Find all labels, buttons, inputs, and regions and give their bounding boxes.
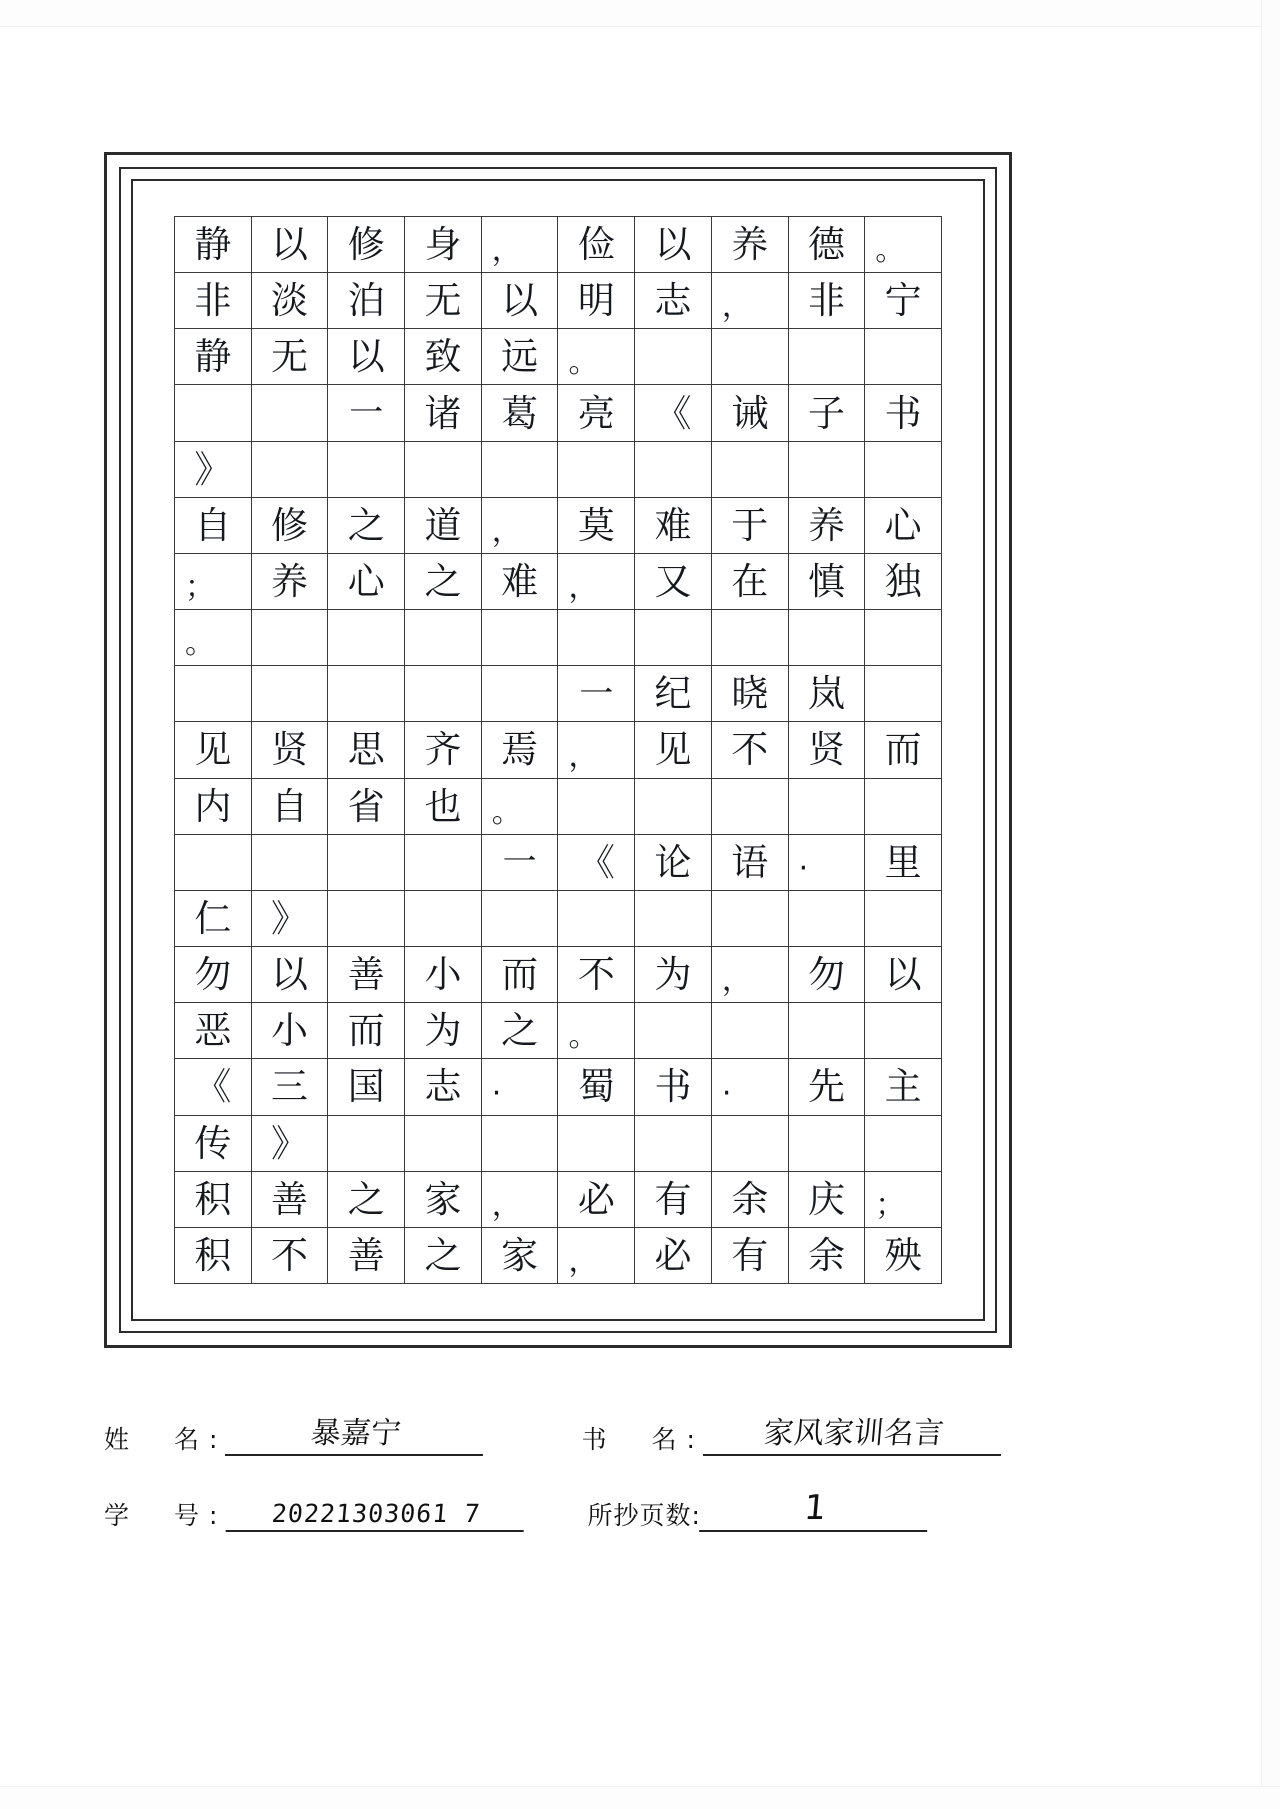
grid-cell-filled: 一 — [558, 666, 635, 722]
grid-cell-filled: 静 — [175, 329, 252, 385]
grid-cell-empty — [175, 666, 252, 722]
grid-cell-filled: 善 — [328, 947, 405, 1003]
grid-cell-filled: 不 — [252, 1228, 329, 1284]
grid-cell-filled: 余 — [712, 1172, 789, 1228]
grid-cell-empty — [252, 385, 329, 441]
grid-cell-filled: · — [789, 835, 866, 891]
grid-cell-filled: 非 — [789, 273, 866, 329]
grid-cell-filled: 诫 — [712, 385, 789, 441]
grid-cell-filled: 书 — [865, 385, 942, 441]
grid-cell-filled: 余 — [789, 1228, 866, 1284]
grid-cell-empty — [712, 891, 789, 947]
grid-cell-filled: 一 — [328, 385, 405, 441]
grid-cell-filled: 自 — [252, 779, 329, 835]
grid-cell-filled: ， — [482, 498, 559, 554]
grid-cell-empty — [405, 835, 482, 891]
grid-cell-filled: 心 — [328, 554, 405, 610]
grid-cell-filled: 《 — [635, 385, 712, 441]
grid-cell-filled: 思 — [328, 722, 405, 778]
grid-cell-empty — [789, 1003, 866, 1059]
grid-cell-filled: 焉 — [482, 722, 559, 778]
grid-cell-empty — [865, 891, 942, 947]
grid-cell-filled: ， — [482, 1172, 559, 1228]
grid-cell-filled: 养 — [789, 498, 866, 554]
grid-cell-filled: 善 — [252, 1172, 329, 1228]
grid-cell-filled: ， — [558, 722, 635, 778]
grid-cell-filled: 宁 — [865, 273, 942, 329]
grid-cell-filled: 齐 — [405, 722, 482, 778]
grid-cell-filled: 慎 — [789, 554, 866, 610]
grid-cell-empty — [712, 610, 789, 666]
grid-cell-filled: 晓 — [712, 666, 789, 722]
grid-cell-filled: 岚 — [789, 666, 866, 722]
grid-cell-filled: 之 — [328, 1172, 405, 1228]
grid-cell-empty — [635, 1116, 712, 1172]
grid-cell-empty — [482, 666, 559, 722]
grid-cell-filled: 以 — [635, 217, 712, 273]
grid-cell-filled: 贤 — [252, 722, 329, 778]
grid-cell-filled: 修 — [252, 498, 329, 554]
grid-cell-filled: 非 — [175, 273, 252, 329]
grid-cell-empty — [865, 329, 942, 385]
grid-cell-filled: 家 — [405, 1172, 482, 1228]
grid-cell-filled: · — [712, 1059, 789, 1115]
grid-cell-empty — [635, 442, 712, 498]
student-id-value[interactable]: 20221303061 7 — [226, 1499, 527, 1532]
form-row-name — [104, 1392, 1012, 1456]
grid-cell-filled: 有 — [712, 1228, 789, 1284]
grid-cell-empty — [405, 666, 482, 722]
grid-cell-empty — [252, 835, 329, 891]
grid-cell-filled: 三 — [252, 1059, 329, 1115]
grid-cell-empty — [328, 610, 405, 666]
grid-cell-empty — [558, 779, 635, 835]
grid-cell-empty — [558, 1116, 635, 1172]
grid-cell-empty — [635, 329, 712, 385]
grid-cell-filled: 以 — [482, 273, 559, 329]
grid-cell-filled: 见 — [635, 722, 712, 778]
grid-cell-filled: 也 — [405, 779, 482, 835]
grid-cell-filled: 积 — [175, 1228, 252, 1284]
grid-cell-empty — [635, 1003, 712, 1059]
grid-cell-filled: 为 — [405, 1003, 482, 1059]
grid-cell-filled: 》 — [252, 891, 329, 947]
grid-cell-empty — [712, 779, 789, 835]
grid-cell-filled: 难 — [482, 554, 559, 610]
grid-cell-filled: ， — [712, 273, 789, 329]
grid-cell-filled: 仁 — [175, 891, 252, 947]
grid-cell-empty — [865, 442, 942, 498]
grid-cell-filled: 贤 — [789, 722, 866, 778]
grid-cell-empty — [482, 891, 559, 947]
book-value[interactable]: 家风家训名言 — [703, 1408, 1005, 1456]
grid-cell-filled: 。 — [558, 329, 635, 385]
grid-cell-empty — [635, 891, 712, 947]
grid-cell-filled: 德 — [789, 217, 866, 273]
grid-cell-empty — [482, 442, 559, 498]
grid-cell-filled: 身 — [405, 217, 482, 273]
grid-cell-empty — [328, 442, 405, 498]
grid-cell-filled: 俭 — [558, 217, 635, 273]
grid-cell-empty — [328, 1116, 405, 1172]
name-value[interactable]: 暴嘉宁 — [225, 1408, 487, 1456]
grid-cell-empty — [635, 610, 712, 666]
grid-cell-filled: 语 — [712, 835, 789, 891]
grid-cell-filled: 志 — [635, 273, 712, 329]
grid-cell-empty — [175, 385, 252, 441]
grid-cell-filled: 以 — [328, 329, 405, 385]
grid-cell-filled: ， — [482, 217, 559, 273]
grid-cell-filled: 小 — [405, 947, 482, 1003]
grid-cell-filled: 纪 — [635, 666, 712, 722]
grid-cell-empty — [865, 610, 942, 666]
grid-cell-filled: 又 — [635, 554, 712, 610]
grid-cell-filled: 为 — [635, 947, 712, 1003]
grid-cell-empty — [789, 1116, 866, 1172]
grid-cell-filled: 传 — [175, 1116, 252, 1172]
grid-cell-filled: 家 — [482, 1228, 559, 1284]
grid-cell-filled: ， — [712, 947, 789, 1003]
grid-cell-filled: 明 — [558, 273, 635, 329]
form-row-student-id — [104, 1468, 1012, 1532]
grid-cell-filled: 恶 — [175, 1003, 252, 1059]
grid-cell-filled: 《 — [558, 835, 635, 891]
grid-cell-filled: 莫 — [558, 498, 635, 554]
grid-cell-filled: 自 — [175, 498, 252, 554]
grid-cell-empty — [789, 779, 866, 835]
grid-cell-empty — [405, 1116, 482, 1172]
grid-cell-filled: 不 — [558, 947, 635, 1003]
grid-cell-empty — [328, 666, 405, 722]
grid-cell-filled: 难 — [635, 498, 712, 554]
grid-cell-empty — [405, 442, 482, 498]
book-label: 书 名: — [581, 1425, 705, 1454]
name-label: 姓 名: — [104, 1425, 228, 1454]
grid-cell-filled: 而 — [328, 1003, 405, 1059]
grid-cell-filled: 内 — [175, 779, 252, 835]
grid-cell-filled: 见 — [175, 722, 252, 778]
grid-cell-filled: 诸 — [405, 385, 482, 441]
grid-cell-empty — [712, 442, 789, 498]
grid-cell-filled: 》 — [252, 1116, 329, 1172]
grid-cell-filled: 淡 — [252, 273, 329, 329]
grid-cell-empty — [789, 442, 866, 498]
grid-cell-filled: ， — [558, 554, 635, 610]
grid-cell-filled: 一 — [482, 835, 559, 891]
grid-cell-filled: 养 — [252, 554, 329, 610]
grid-cell-filled: 殃 — [865, 1228, 942, 1284]
grid-cell-empty — [558, 891, 635, 947]
grid-cell-filled: 亮 — [558, 385, 635, 441]
grid-cell-filled: 勿 — [175, 947, 252, 1003]
grid-cell-filled: 勿 — [789, 947, 866, 1003]
grid-cell-empty — [635, 779, 712, 835]
grid-cell-empty — [405, 891, 482, 947]
grid-cell-filled: 以 — [252, 947, 329, 1003]
grid-cell-filled: 先 — [789, 1059, 866, 1115]
grid-cell-filled: 论 — [635, 835, 712, 891]
grid-cell-empty — [865, 1116, 942, 1172]
grid-cell-filled: 。 — [865, 217, 942, 273]
grid-cell-filled: 有 — [635, 1172, 712, 1228]
grid-cell-empty — [328, 891, 405, 947]
grid-cell-filled: 以 — [252, 217, 329, 273]
writing-grid — [174, 216, 942, 1284]
grid-cell-filled: 。 — [482, 779, 559, 835]
grid-cell-filled: 静 — [175, 217, 252, 273]
grid-cell-empty — [558, 442, 635, 498]
grid-cell-filled: 心 — [865, 498, 942, 554]
grid-cell-filled: 而 — [865, 722, 942, 778]
grid-cell-filled: 国 — [328, 1059, 405, 1115]
grid-cell-filled: 以 — [865, 947, 942, 1003]
grid-cell-filled: 而 — [482, 947, 559, 1003]
grid-cell-empty — [558, 610, 635, 666]
grid-cell-filled: 致 — [405, 329, 482, 385]
grid-cell-filled: 无 — [252, 329, 329, 385]
grid-cell-filled: 积 — [175, 1172, 252, 1228]
grid-cell-filled: 之 — [405, 554, 482, 610]
grid-cell-filled: 之 — [328, 498, 405, 554]
grid-cell-filled: 无 — [405, 273, 482, 329]
grid-cell-filled: 子 — [789, 385, 866, 441]
grid-cell-filled: 不 — [712, 722, 789, 778]
grid-cell-filled: ； — [865, 1172, 942, 1228]
grid-cell-empty — [405, 610, 482, 666]
grid-cell-empty — [175, 835, 252, 891]
grid-cell-filled: 葛 — [482, 385, 559, 441]
grid-cell-empty — [789, 610, 866, 666]
grid-cell-filled: 《 — [175, 1059, 252, 1115]
grid-cell-empty — [865, 779, 942, 835]
grid-cell-filled: 》 — [175, 442, 252, 498]
grid-cell-empty — [482, 610, 559, 666]
grid-cell-filled: ； — [175, 554, 252, 610]
grid-cell-empty — [865, 666, 942, 722]
grid-cell-empty — [712, 1116, 789, 1172]
grid-cell-filled: 独 — [865, 554, 942, 610]
grid-cell-empty — [252, 666, 329, 722]
grid-cell-empty — [789, 891, 866, 947]
grid-cell-filled: 养 — [712, 217, 789, 273]
grid-cell-empty — [789, 329, 866, 385]
grid-cell-filled: 道 — [405, 498, 482, 554]
grid-cell-empty — [328, 835, 405, 891]
grid-cell-filled: 远 — [482, 329, 559, 385]
grid-cell-filled: 之 — [405, 1228, 482, 1284]
grid-cell-filled: 庆 — [789, 1172, 866, 1228]
grid-cell-filled: 必 — [635, 1228, 712, 1284]
grid-cell-empty — [252, 442, 329, 498]
grid-cell-filled: 志 — [405, 1059, 482, 1115]
grid-cell-filled: 主 — [865, 1059, 942, 1115]
grid-cell-empty — [482, 1116, 559, 1172]
grid-cell-filled: 于 — [712, 498, 789, 554]
grid-cell-filled: 省 — [328, 779, 405, 835]
grid-cell-filled: 蜀 — [558, 1059, 635, 1115]
grid-cell-empty — [252, 610, 329, 666]
grid-cell-filled: · — [482, 1059, 559, 1115]
grid-cell-filled: 小 — [252, 1003, 329, 1059]
grid-cell-filled: 之 — [482, 1003, 559, 1059]
grid-cell-filled: 修 — [328, 217, 405, 273]
pages-value[interactable]: 1 — [699, 1488, 931, 1532]
grid-cell-empty — [865, 1003, 942, 1059]
grid-cell-empty — [712, 1003, 789, 1059]
grid-cell-filled: ， — [558, 1228, 635, 1284]
grid-cell-filled: 善 — [328, 1228, 405, 1284]
grid-cell-filled: 必 — [558, 1172, 635, 1228]
grid-cell-empty — [712, 329, 789, 385]
pages-label: 所抄页数: — [587, 1501, 701, 1530]
student-id-label: 学 号: — [104, 1501, 228, 1530]
form-footer — [104, 1392, 1012, 1562]
grid-cell-filled: 在 — [712, 554, 789, 610]
grid-cell-filled: 泊 — [328, 273, 405, 329]
grid-cell-filled: 。 — [175, 610, 252, 666]
grid-cell-filled: 书 — [635, 1059, 712, 1115]
grid-cell-filled: 。 — [558, 1003, 635, 1059]
grid-cell-filled: 里 — [865, 835, 942, 891]
